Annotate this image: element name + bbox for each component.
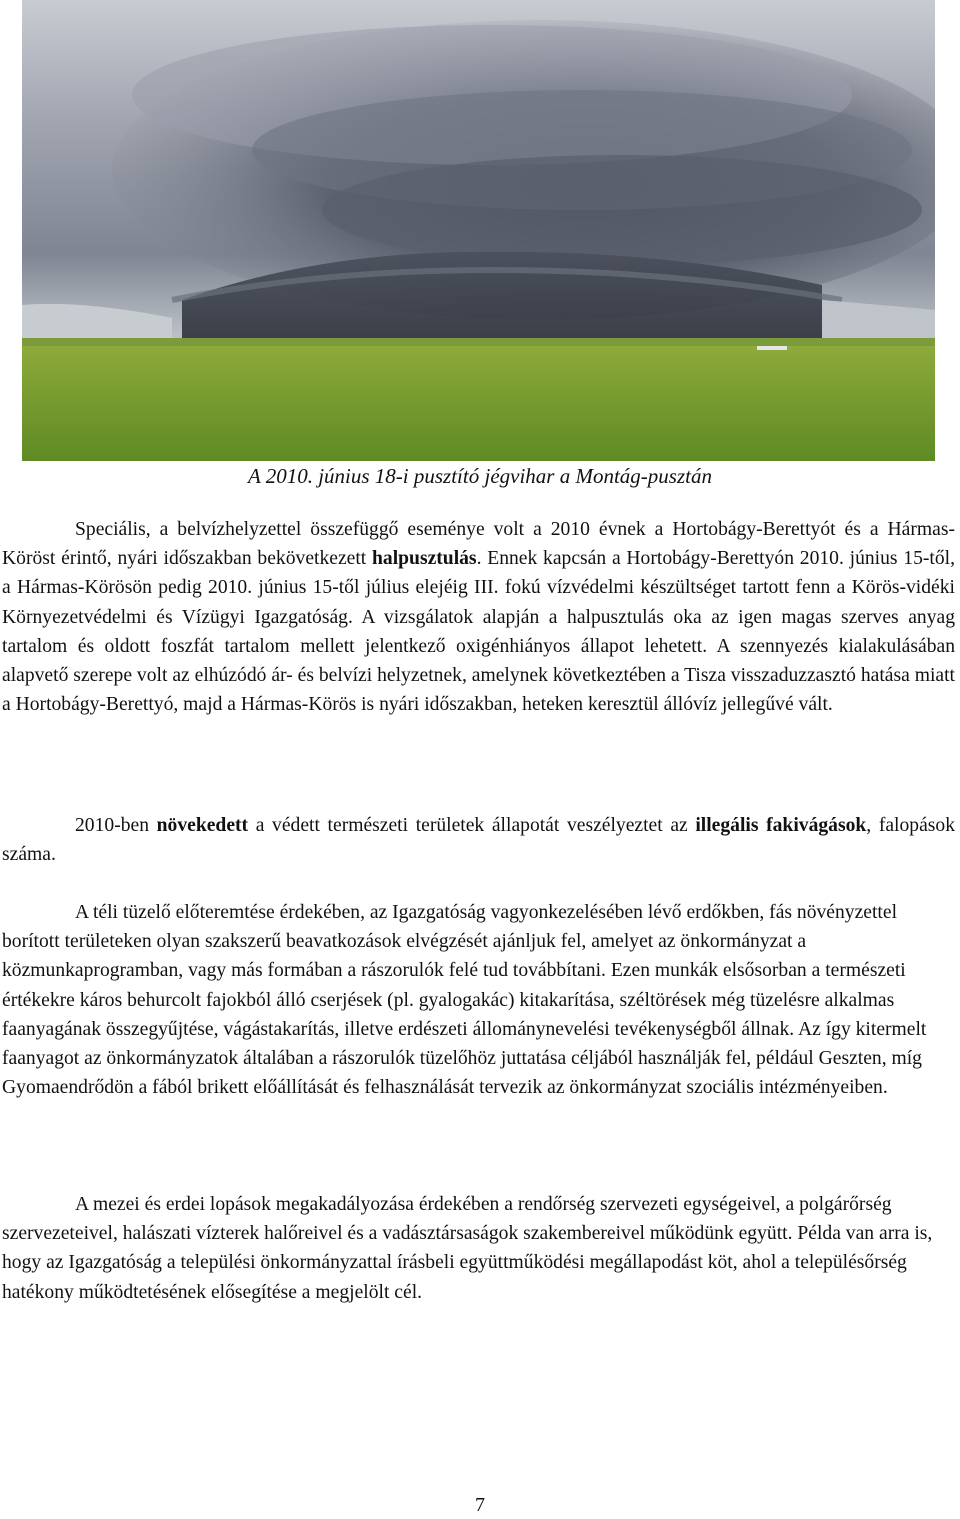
paragraph-illegal-logging xyxy=(2,811,955,869)
page-number: 7 xyxy=(475,1494,485,1516)
figure-caption: A 2010. június 18-i pusztító jégvihar a Montág-pusztán xyxy=(248,464,712,488)
paragraph-firewood xyxy=(2,898,955,1102)
p3-text: A téli tüzelő előteremtése érdekében, az Igazgatóság vagyonkezelésében lévő erdőkben, fás növényzettel borított területeken olyan szakszerű beavatkozások elvégzését ajánljuk fel, amelyet az önkormányzat a közmunkaprogramban, vagy más formában a rászorulók felé tud továbbítani. Ezen munkák elsősorban a természeti értékekre káros behurcolt fajokból álló cserjések (pl. gyalogakác) kitakarítása, széltörések még tüzelésre alkalmas faanyagának összegyűjtése, vágástakarítás, illetve erdészeti állománynevelési tevékenységből állnak. Az így kitermelt faanyagot az önkormányzatok általában a rászorulók tüzelőhöz juttatása céljából használják fel, például Geszten, míg Gyomaendrődön a fából brikett előállítását és felhasználását tervezik az önkormányzat szociális intézményeiben. xyxy=(2,902,927,1099)
p4-text: A mezei és erdei lopások megakadályozása érdekében a rendőrség szervezeti egységeivel, a polgárőrség szervezeteivel, halászati vízterek halőreivel és a vadásztársaságok szakembereivel működünk együtt. Példa van arra is, hogy az Igazgatóság a települési önkormányzattal írásbeli együttműködési megállapodást köt, ahol a településőrség hatékony működtetésének elősegítése a megjelölt cél. xyxy=(2,1194,933,1303)
p2-text-e: , falopások száma. xyxy=(2,815,955,866)
p1-text-c: . Ennek kapcsán a Hortobágy-Berettyón 2010. június 15-től, a Hármas-Körösön pedig 2010. június 15-től július elejéig III. fokú vízvédelmi készültséget tartott fenn a Körös-vidéki Környezetvédelmi és Vízügyi Igazgatóság. A vizsgálatok alapján a halpusztulás oka az igen magas szerves anyag tartalom és oldott foszfát tartalom mellett jelentkező oxigénhiányos állapot lehetett. A szennyezés kialakulásában alapvető szerepe volt az elhúzódó ár- és belvízi helyzetnek, amelynek következtében a Tisza visszaduzzasztó hatása miatt a Hortobágy-Berettyó, majd a Hármas-Körös is nyári időszakban, heteken keresztül állóvíz jellegűvé vált. xyxy=(2,548,956,716)
paragraph-theft-prevention xyxy=(2,1190,955,1307)
paragraph-fish-kill xyxy=(2,515,955,719)
p2-bold-novekedett: növekedett xyxy=(156,815,249,836)
p2-bold-illegalis: illegális fakivágások xyxy=(695,815,867,836)
storm-photo xyxy=(22,0,935,461)
p2-text-c: a védett természeti területek állapotát veszélyeztet az xyxy=(248,815,696,836)
p1-text-a: Speciális, a belvízhelyzettel összefüggő eseménye volt a 2010 évnek a Hortobágy-Berettyót és a Hármas-Köröst érintő, nyári időszakban bekövetkezett xyxy=(2,519,955,570)
p1-bold-halpusztulas: halpusztulás xyxy=(372,548,477,570)
p2-text-a: 2010-ben xyxy=(75,815,157,836)
